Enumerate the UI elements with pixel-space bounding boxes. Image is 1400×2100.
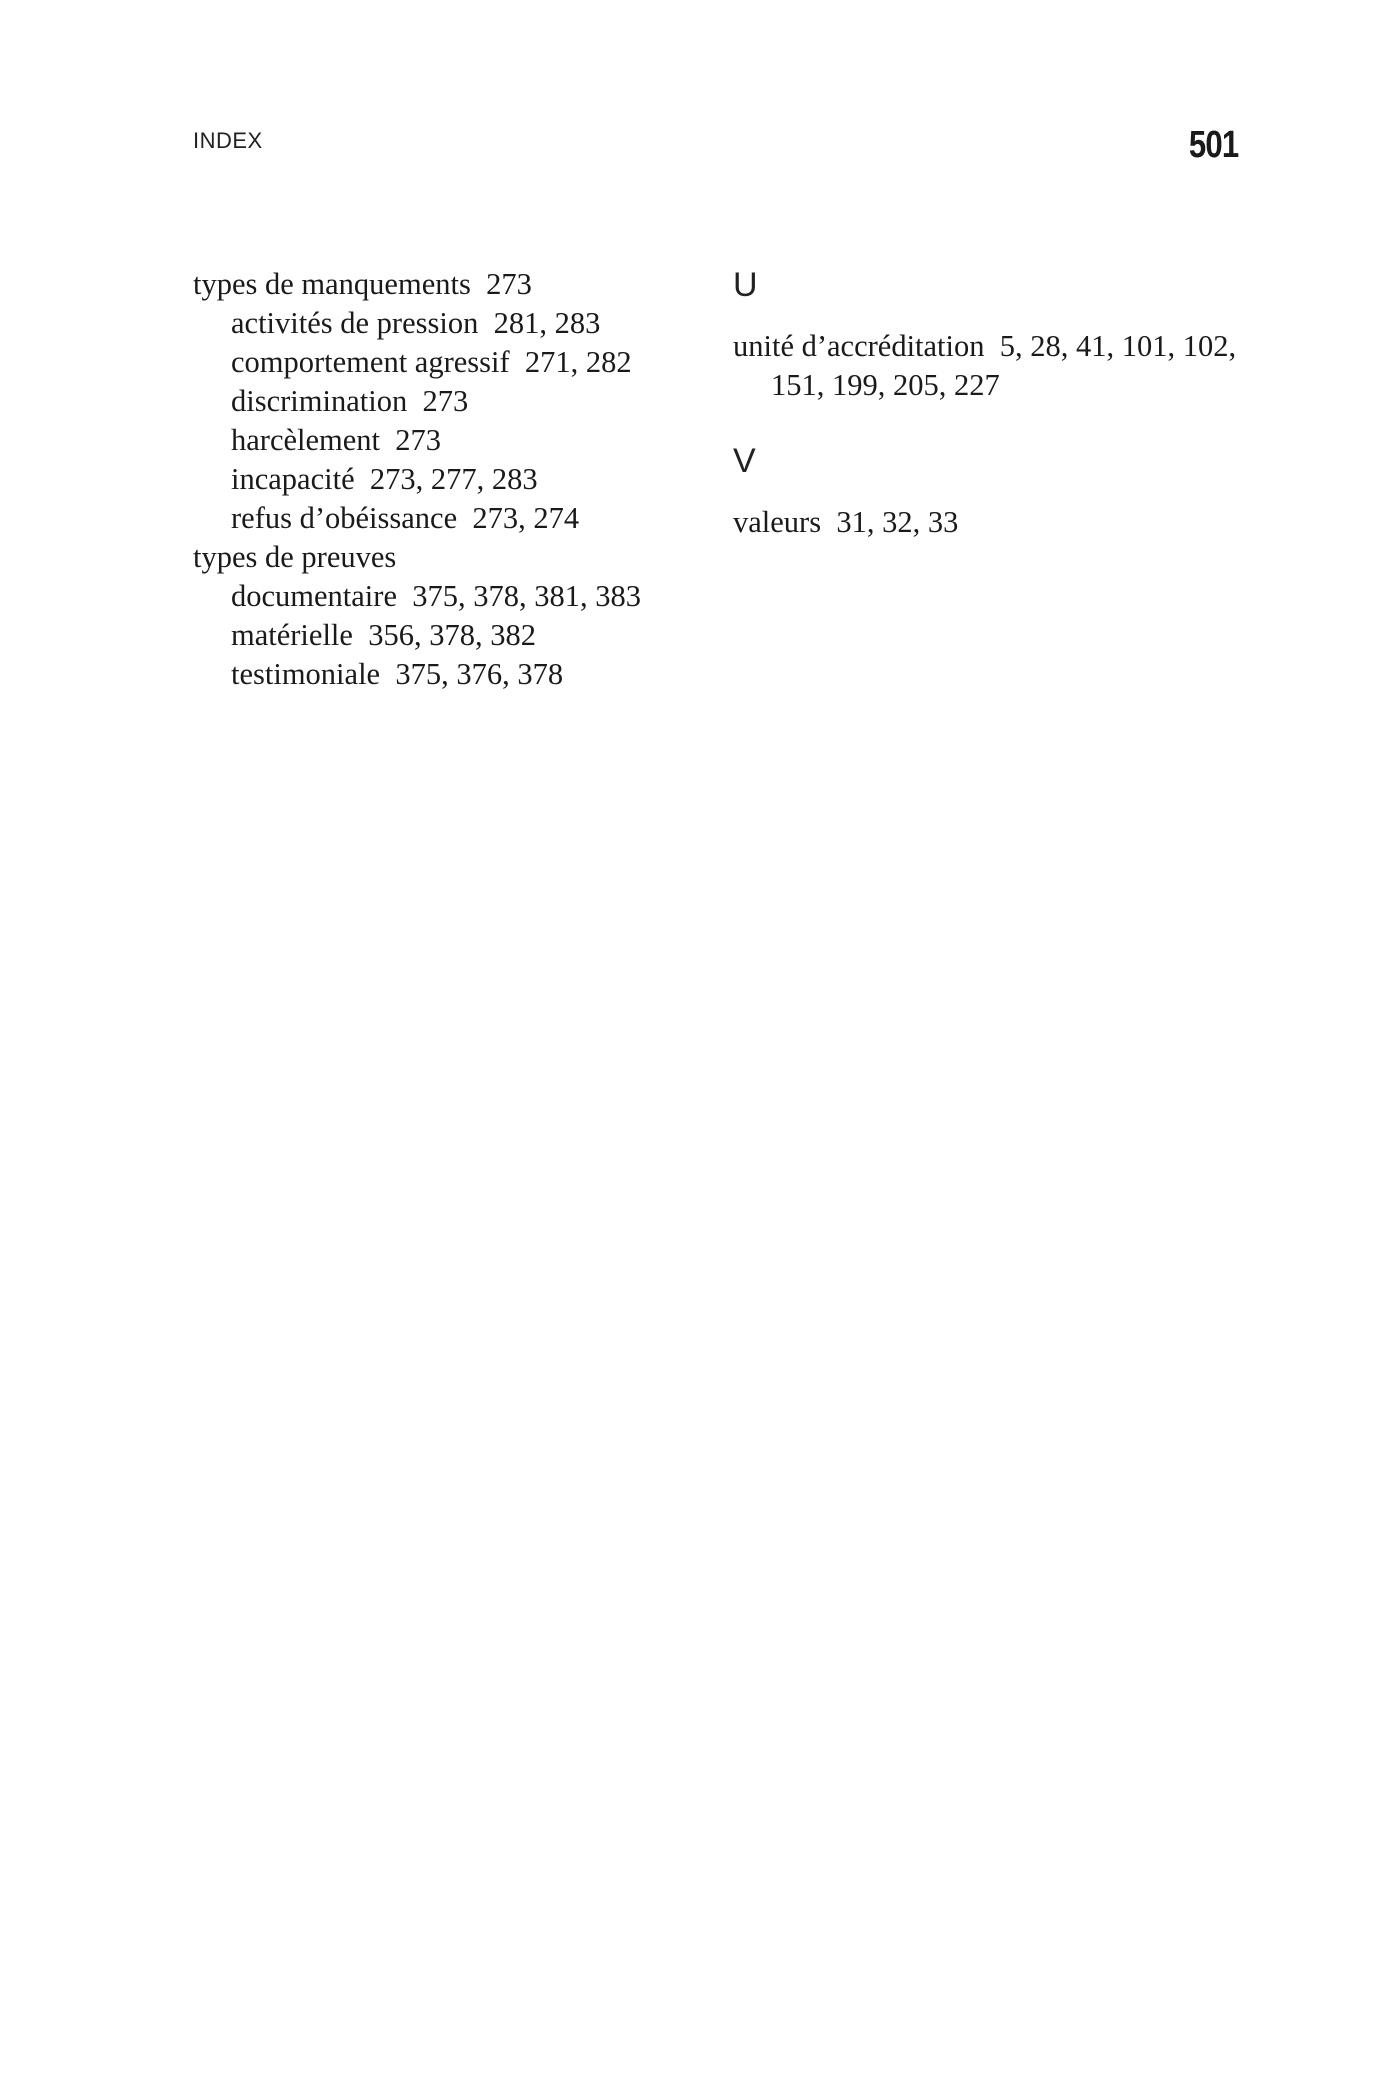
index-pages: 273, 274	[472, 501, 580, 535]
index-entry	[193, 538, 713, 577]
running-head: INDEX	[193, 128, 263, 153]
index-term: discrimination	[231, 384, 408, 418]
index-term: refus d’obéissance	[231, 501, 458, 535]
index-term: matérielle	[231, 618, 353, 652]
index-pages: 375, 376, 378	[395, 657, 564, 691]
index-pages: 273	[395, 423, 442, 457]
index-pages: 271, 282	[524, 345, 632, 379]
index-subentry	[193, 577, 713, 616]
index-entry	[733, 503, 1253, 542]
index-subentry	[193, 343, 713, 382]
page-number: 501	[1188, 124, 1238, 166]
index-pages: 5, 28, 41, 101, 102, 151, 199, 205, 227	[771, 329, 1237, 402]
index-pages: 273	[422, 384, 469, 418]
index-entry	[733, 327, 1253, 405]
index-pages: 281, 283	[493, 306, 601, 340]
index-subentry	[193, 421, 713, 460]
index-term: documentaire	[231, 579, 397, 613]
index-pages: 273, 277, 283	[369, 462, 538, 496]
index-term: testimoniale	[231, 657, 381, 691]
section-letter-v: V	[733, 442, 756, 480]
index-entry	[193, 265, 713, 304]
index-subentry	[193, 304, 713, 343]
index-pages: 31, 32, 33	[836, 505, 959, 539]
index-subentry	[193, 460, 713, 499]
index-term: types de manquements	[193, 267, 471, 301]
index-term: incapacité	[231, 462, 355, 496]
index-term: comportement agressif	[231, 345, 510, 379]
index-column-right	[733, 265, 1253, 542]
index-pages: 273	[486, 267, 532, 301]
index-subentry	[193, 499, 713, 538]
index-term: activités de pression	[231, 306, 479, 340]
index-term: harcèlement	[231, 423, 381, 457]
index-term: types de preuves	[193, 540, 397, 574]
index-column-left	[193, 265, 713, 694]
index-subentry	[193, 616, 713, 655]
index-pages: 375, 378, 381, 383	[412, 579, 641, 613]
index-subentry	[193, 382, 713, 421]
index-term: unité d’accréditation	[733, 329, 985, 363]
section-letter-u: U	[733, 266, 758, 304]
index-subentry	[193, 655, 713, 694]
index-term: valeurs	[733, 505, 822, 539]
index-pages: 356, 378, 382	[368, 618, 536, 652]
